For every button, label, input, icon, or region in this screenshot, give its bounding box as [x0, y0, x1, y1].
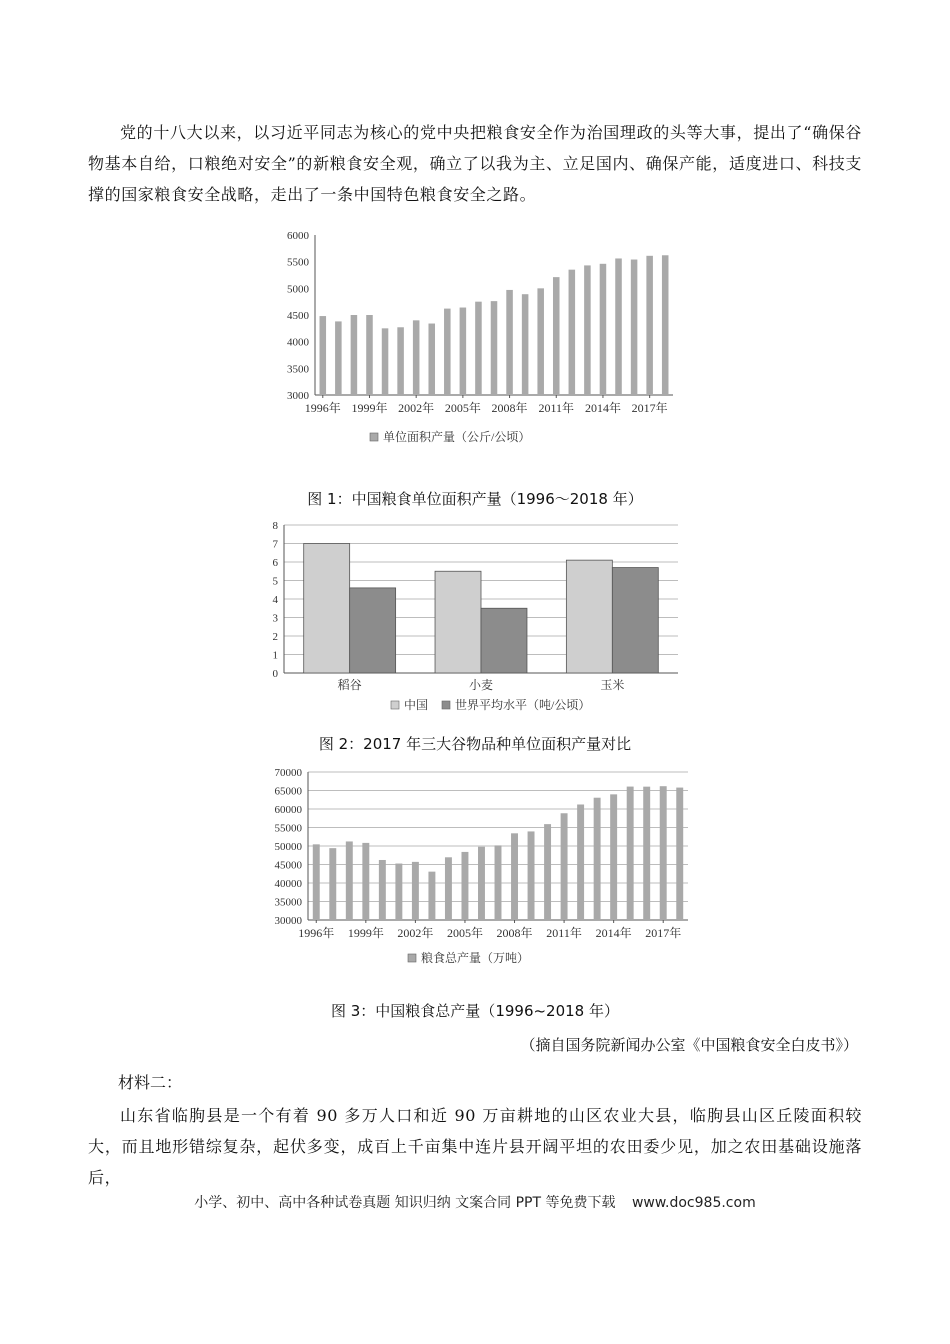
y-tick-label: 60000 — [274, 804, 302, 816]
y-tick-label: 8 — [272, 520, 278, 532]
bar — [600, 264, 607, 395]
y-tick-label: 4500 — [287, 310, 309, 322]
y-tick-label: 30000 — [274, 915, 302, 927]
x-tick-label: 1996年 — [304, 401, 341, 415]
y-tick-label: 50000 — [274, 841, 302, 853]
y-tick-label: 1 — [272, 649, 278, 662]
bar — [366, 315, 373, 395]
bar — [395, 864, 402, 920]
x-tick-label: 2017年 — [631, 401, 668, 415]
chart-grain-total-output — [260, 762, 700, 972]
bar — [475, 302, 482, 395]
y-tick-label: 3000 — [287, 390, 309, 402]
bar — [643, 787, 650, 920]
bar — [528, 831, 535, 920]
bar — [511, 833, 518, 920]
bar — [428, 324, 435, 395]
figure-1-caption: 图 1：中国粮食单位面积产量（1996～2018 年） — [307, 490, 643, 508]
y-tick-label: 55000 — [274, 822, 302, 835]
chart-grain-yield-per-area — [260, 225, 700, 460]
bar — [522, 294, 529, 395]
x-tick-label: 1999年 — [347, 926, 384, 940]
x-tick-label: 小麦 — [468, 678, 494, 692]
bar — [428, 872, 435, 920]
bar — [495, 845, 502, 920]
x-tick-label: 2014年 — [584, 401, 621, 415]
bar — [561, 813, 568, 920]
bar — [329, 848, 336, 920]
bar — [612, 568, 658, 673]
x-tick-label: 2011年 — [546, 926, 582, 940]
x-tick-label: 2002年 — [397, 926, 434, 940]
y-tick-label: 3500 — [287, 363, 309, 376]
figure-2-caption: 图 2：2017 年三大谷物品种单位面积产量对比 — [318, 735, 632, 753]
bar — [491, 301, 498, 395]
bar — [412, 862, 419, 920]
y-tick-label: 70000 — [274, 767, 302, 779]
legend-label: 粮食总产量（万吨） — [421, 951, 530, 965]
bar — [351, 315, 358, 395]
bar — [350, 588, 396, 673]
x-tick-label: 2011年 — [538, 401, 575, 415]
bar — [481, 608, 527, 673]
material-two-paragraph: 山东省临朐县是一个有着 90 多万人口和近 90 万亩耕地的山区农业大县，临朐县山区丘陵面积较大，而且地形错综复杂，起伏多变，成百上千亩集中连片县开阔平坦的农田委少见，加之农田基础设施落后， — [88, 1106, 862, 1187]
bar — [397, 327, 404, 395]
bar — [335, 321, 342, 395]
bar — [566, 560, 612, 673]
footer-text: 小学、初中、高中各种试卷真题 知识归纳 文案合同 PPT 等免费下载 — [194, 1195, 616, 1211]
legend-swatch — [391, 701, 399, 709]
figure-3-caption: 图 3：中国粮食总产量（1996~2018 年） — [331, 1002, 619, 1020]
x-tick-label: 1999年 — [351, 401, 388, 415]
chart-cereal-yield-comparison — [260, 516, 700, 721]
y-tick-label: 6 — [272, 557, 278, 569]
legend-label: 世界平均水平（吨/公顷） — [455, 698, 591, 712]
x-tick-label: 2014年 — [595, 926, 632, 940]
legend-swatch — [370, 433, 378, 441]
bar — [544, 824, 551, 920]
bar — [662, 255, 669, 395]
bar — [445, 857, 452, 920]
bar — [660, 786, 667, 920]
bar — [346, 841, 353, 920]
bar — [627, 787, 634, 920]
bar — [506, 290, 513, 395]
x-tick-label: 2005年 — [444, 401, 481, 415]
bar — [577, 804, 584, 920]
bar — [460, 308, 467, 395]
bar — [444, 309, 451, 395]
bar — [569, 270, 576, 395]
x-tick-label: 1996年 — [298, 926, 335, 940]
source-citation: （摘自国务院新闻办公室《中国粮食安全白皮书》） — [520, 1036, 858, 1054]
y-tick-label: 3 — [272, 612, 278, 625]
bar — [646, 256, 653, 395]
material-two-label: 材料二： — [118, 1073, 183, 1092]
x-tick-label: 稻谷 — [337, 678, 362, 692]
y-tick-label: 4000 — [287, 336, 309, 349]
bar — [362, 843, 369, 920]
footer-site-link[interactable]: www.doc985.com — [631, 1195, 756, 1211]
x-tick-label: 2017年 — [645, 926, 682, 940]
bar — [676, 788, 683, 920]
bar — [320, 316, 327, 395]
y-tick-label: 7 — [272, 538, 278, 551]
bar — [382, 328, 389, 395]
bar — [615, 258, 622, 395]
y-tick-label: 35000 — [274, 896, 302, 909]
y-tick-label: 45000 — [274, 859, 302, 872]
y-tick-label: 0 — [272, 668, 278, 680]
intro-paragraph: 党的十八大以来，以习近平同志为核心的党中央把粮食安全作为治国理政的头等大事，提出了“确保谷物基本自给，口粮绝对安全”的新粮食安全观，确立了以我为主、立足国内、确保产能，适度进口、科技支撑的国家粮食安全战略，走出了一条中国特色粮食安全之路。 — [88, 123, 862, 204]
y-tick-label: 40000 — [274, 878, 302, 890]
bar — [584, 265, 591, 395]
y-tick-label: 4 — [272, 594, 278, 606]
bar — [413, 320, 420, 395]
legend-label: 中国 — [404, 698, 429, 712]
y-tick-label: 5000 — [287, 283, 309, 296]
x-tick-label: 玉米 — [600, 678, 625, 692]
y-tick-label: 5 — [272, 575, 278, 588]
legend-swatch — [442, 701, 450, 709]
bar — [379, 860, 386, 920]
bar — [478, 847, 485, 920]
x-tick-label: 2005年 — [446, 926, 483, 940]
page-footer — [0, 1192, 950, 1212]
bar — [304, 544, 350, 674]
x-tick-label: 2002年 — [398, 401, 435, 415]
y-tick-label: 65000 — [274, 785, 302, 798]
x-tick-label: 2008年 — [491, 401, 528, 415]
legend-swatch — [408, 954, 416, 962]
bar — [610, 794, 617, 920]
y-tick-label: 2 — [272, 631, 278, 643]
x-tick-label: 2008年 — [496, 926, 533, 940]
bar — [631, 260, 638, 395]
bar — [461, 852, 468, 920]
bar — [594, 798, 601, 920]
legend-label: 单位面积产量（公斤/公顷） — [383, 430, 531, 444]
bar — [313, 844, 320, 920]
bar — [537, 288, 544, 395]
y-tick-label: 5500 — [287, 256, 309, 269]
y-tick-label: 6000 — [287, 230, 309, 242]
bar — [435, 571, 481, 673]
bar — [553, 277, 560, 395]
